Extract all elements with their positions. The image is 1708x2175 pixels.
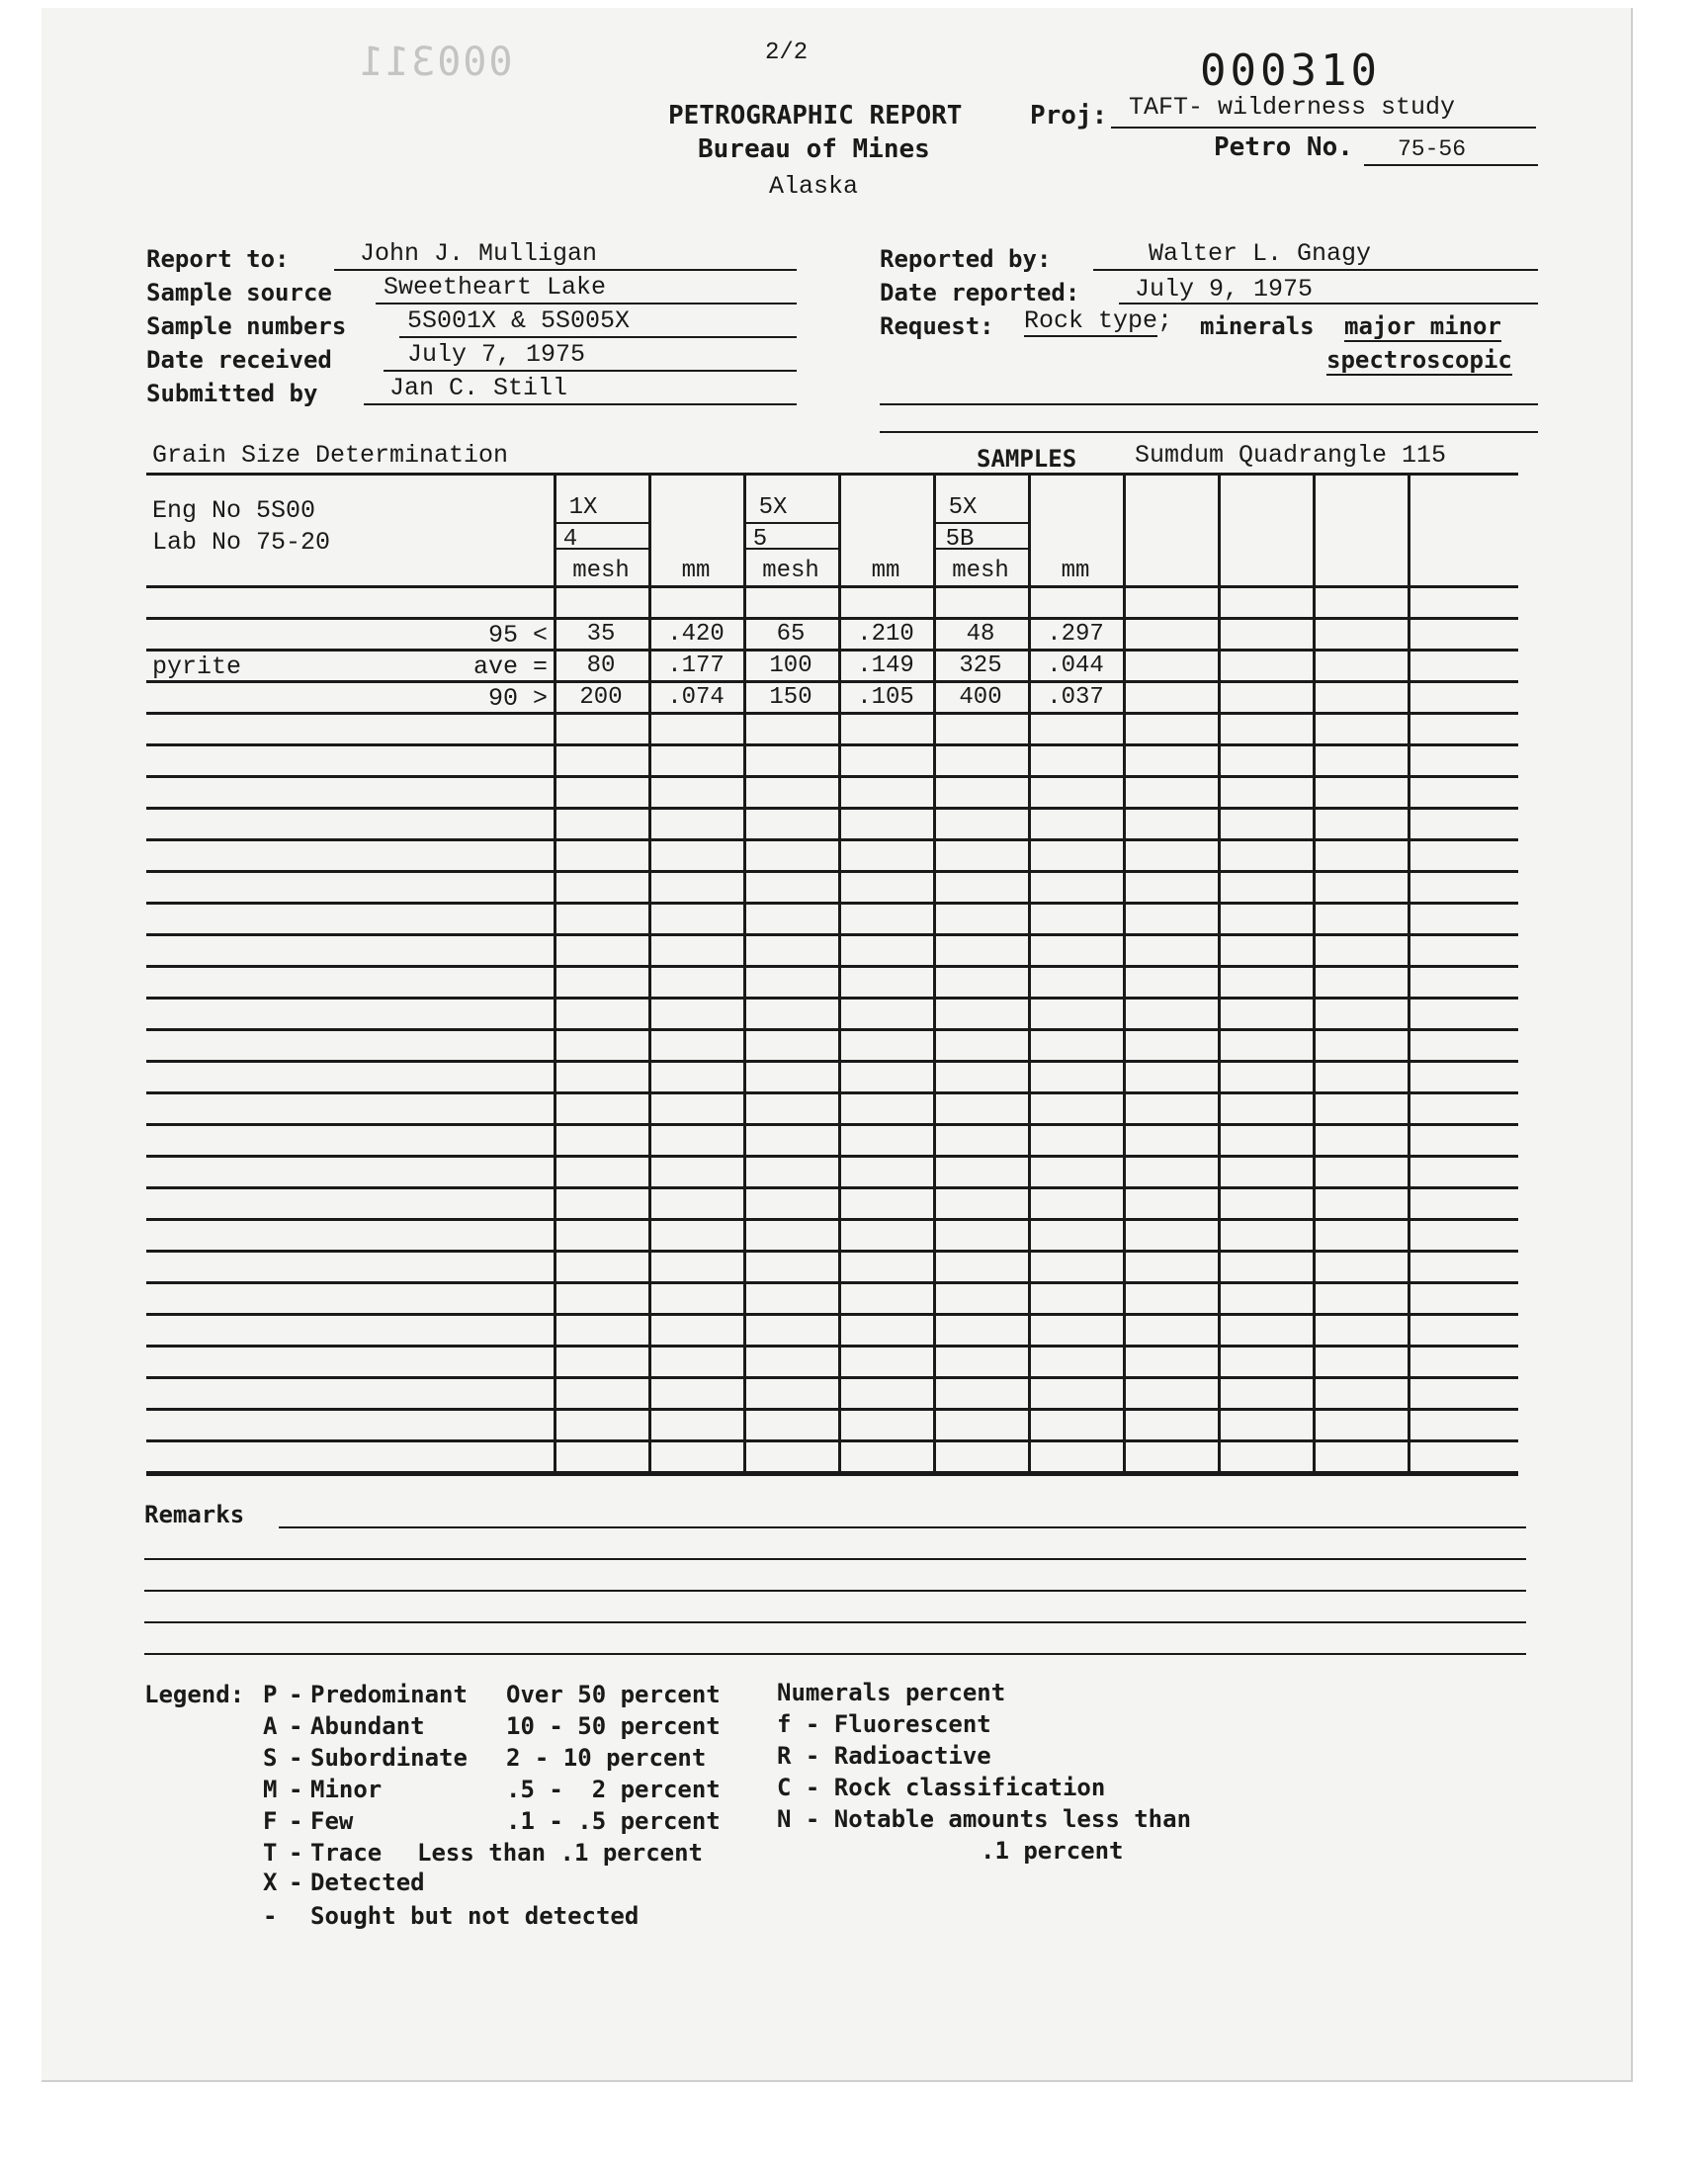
remarks-line-5: [144, 1653, 1526, 1655]
legend-code-x: X: [263, 1869, 278, 1896]
samples-label: SAMPLES: [977, 445, 1077, 473]
table-subline-1: [554, 522, 648, 524]
date-received-label: Date received: [146, 346, 332, 374]
date-reported-underline: [1119, 303, 1538, 304]
legend-text-a: Abundant: [310, 1712, 425, 1740]
cell-r1-c5: 48: [966, 621, 995, 648]
cell-r1-c6: .297: [1047, 621, 1104, 648]
sample-numbers-underline: [399, 336, 797, 338]
reported-by-underline: [1093, 269, 1538, 271]
sample-3-id: 5X: [948, 494, 978, 521]
table-row-line-16: [146, 1060, 1518, 1063]
table-row-line-21: [146, 1218, 1518, 1221]
legend-code-p: P: [263, 1681, 278, 1708]
legend-code-a: A: [263, 1712, 278, 1740]
table-row-line-24: [146, 1313, 1518, 1316]
cell-r2-c2: .177: [667, 652, 725, 679]
cell-r1-c2: .420: [667, 621, 725, 648]
remarks-line-2: [144, 1558, 1526, 1560]
legend-text-p: Predominant: [310, 1681, 468, 1708]
unit-mm-2: mm: [871, 558, 900, 584]
petro-underline: [1364, 164, 1538, 166]
unit-mm-1: mm: [681, 558, 711, 584]
table-subline-c1: [933, 522, 1028, 524]
report-to-value: John J. Mulligan: [360, 239, 598, 268]
cell-r2-c4: .149: [857, 652, 914, 679]
reported-by-label: Reported by:: [880, 245, 1052, 273]
cell-r1-c1: 35: [586, 621, 616, 648]
request-major-minor: major minor: [1344, 312, 1501, 340]
legend-text-t: Trace: [310, 1839, 383, 1867]
request-rock-type: [1024, 306, 1172, 335]
quadrangle: Sumdum Quadrangle 115: [1135, 441, 1447, 470]
table-row-line-4: [146, 680, 1518, 683]
legend-title: Legend:: [144, 1681, 245, 1708]
legend-range-p: Over 50 percent: [506, 1681, 721, 1708]
table-row-line-6: [146, 743, 1518, 746]
table-row-line-11: [146, 902, 1518, 905]
date-reported-value: July 9, 1975: [1135, 275, 1314, 304]
request-minerals: minerals: [1200, 312, 1315, 340]
petro-value: 75-56: [1398, 136, 1467, 162]
table-row-line-12: [146, 933, 1518, 936]
remarks-line-3: [144, 1590, 1526, 1592]
proj-label: Proj:: [1030, 101, 1108, 130]
report-to-label: Report to:: [146, 245, 290, 273]
table-row-line-18: [146, 1123, 1518, 1126]
legend-code-f: F: [263, 1807, 278, 1835]
table-row-line-8: [146, 807, 1518, 810]
sample-source-label: Sample source: [146, 279, 332, 306]
table-row-line-29: [146, 1471, 1518, 1474]
table-row-line-19: [146, 1155, 1518, 1158]
submitted-by-label: Submitted by: [146, 380, 318, 407]
cell-r3-c5: 400: [959, 684, 1002, 711]
table-row-line-22: [146, 1250, 1518, 1253]
table-row-line-7: [146, 775, 1518, 778]
legend-right-radioactive: R - Radioactive: [777, 1742, 991, 1770]
sample-1-lab: 4: [562, 526, 578, 553]
table-row-line-14: [146, 997, 1518, 1000]
report-title: PETROGRAPHIC REPORT: [668, 101, 963, 130]
table-row-line-17: [146, 1091, 1518, 1094]
report-page: [42, 8, 1633, 2082]
legend-sep-5: -: [289, 1807, 303, 1835]
faded-stamp: 000311: [358, 40, 513, 85]
cell-r3-c6: .037: [1047, 684, 1104, 711]
table-row-line-1: [146, 585, 1518, 588]
reported-by-value: Walter L. Gnagy: [1149, 239, 1372, 268]
legend-text-f: Few: [310, 1807, 354, 1835]
remarks-line-4: [144, 1621, 1526, 1623]
legend-right-percent: .1 percent: [981, 1837, 1124, 1865]
legend-sep-1: -: [289, 1681, 303, 1708]
table-row-line-27: [146, 1408, 1518, 1411]
unit-mesh-3: mesh: [952, 558, 1009, 584]
request-spectroscopic: spectroscopic: [1326, 346, 1512, 374]
legend-sep-7: -: [289, 1869, 303, 1896]
unit-mesh-1: mesh: [572, 558, 630, 584]
legend-text-s: Subordinate: [310, 1744, 468, 1772]
sample-1-id: 1X: [568, 494, 598, 521]
table-row-line-2: [146, 617, 1518, 620]
page-marker: 2/2: [765, 40, 809, 66]
sample-numbers-value: 5S001X & 5S005X: [407, 306, 631, 335]
cell-r3-c2: .074: [667, 684, 725, 711]
legend-code-t: T: [263, 1839, 278, 1867]
row-label-90: 90 >: [487, 684, 548, 713]
table-row-line-9: [146, 838, 1518, 841]
row-label-ave: ave =: [472, 652, 548, 681]
legend-text-x: Detected: [310, 1869, 425, 1896]
mineral-name: pyrite: [152, 652, 242, 681]
region-name: Alaska: [769, 172, 859, 201]
legend-range-t: Less than .1 percent: [417, 1839, 703, 1867]
legend-code-m: M: [263, 1776, 278, 1803]
table-row-line-20: [146, 1186, 1518, 1189]
legend-range-a: 10 - 50 percent: [506, 1712, 721, 1740]
legend-right-fluorescent: f - Fluorescent: [777, 1710, 991, 1738]
table-row-line-10: [146, 870, 1518, 873]
table-row-line-3: [146, 649, 1518, 652]
sample-source-value: Sweetheart Lake: [384, 273, 607, 302]
cell-r3-c1: 200: [579, 684, 623, 711]
agency-name: Bureau of Mines: [698, 134, 930, 164]
legend-text-dash: Sought but not detected: [310, 1902, 640, 1930]
table-row-line-5: [146, 712, 1518, 715]
lab-no: Lab No 75-20: [152, 528, 331, 557]
unit-mesh-2: mesh: [762, 558, 819, 584]
table-row-line-28: [146, 1439, 1518, 1442]
legend-range-s: 2 - 10 percent: [506, 1744, 707, 1772]
legend-range-m: .5 - 2 percent: [506, 1776, 721, 1803]
legend-sep-3: -: [289, 1744, 303, 1772]
legend-right-rock-class: C - Rock classification: [777, 1774, 1106, 1801]
sample-2-lab: 5: [752, 526, 768, 553]
submitted-by-value: Jan C. Still: [389, 374, 568, 402]
legend-sep-4: -: [289, 1776, 303, 1803]
cell-r2-c1: 80: [586, 652, 616, 679]
request-extra-line-2: [880, 431, 1538, 433]
cell-r2-c3: 100: [769, 652, 812, 679]
remarks-line-1: [279, 1526, 1526, 1528]
grain-size-title: Grain Size Determination: [152, 441, 509, 470]
table-row-line-13: [146, 965, 1518, 968]
sample-source-underline: [376, 303, 797, 304]
document-number: 000310: [1200, 45, 1381, 96]
proj-value: TAFT- wilderness study: [1129, 93, 1456, 122]
cell-r3-c3: 150: [769, 684, 812, 711]
legend-right-numerals: Numerals percent: [777, 1679, 1006, 1706]
request-separator: ;: [1157, 306, 1173, 335]
request-extra-line-1: [880, 403, 1538, 405]
table-row-line-15: [146, 1028, 1518, 1031]
date-received-underline: [384, 370, 797, 372]
unit-mm-3: mm: [1061, 558, 1090, 584]
table-row-line-25: [146, 1345, 1518, 1348]
proj-underline: [1111, 127, 1536, 129]
legend-code-dash: -: [263, 1902, 278, 1930]
request-label: Request:: [880, 312, 994, 340]
table-subline-b1: [743, 522, 838, 524]
sample-2-id: 5X: [758, 494, 788, 521]
legend-sep-6: -: [289, 1839, 303, 1867]
petro-label: Petro No.: [1214, 132, 1353, 162]
date-received-value: July 7, 1975: [407, 340, 586, 369]
submitted-by-underline: [364, 403, 797, 405]
row-label-95: 95 <: [487, 621, 548, 650]
legend-range-f: .1 - .5 percent: [506, 1807, 721, 1835]
cell-r1-c4: .210: [857, 621, 914, 648]
remarks-label: Remarks: [144, 1501, 245, 1528]
legend-code-s: S: [263, 1744, 278, 1772]
sample-numbers-label: Sample numbers: [146, 312, 347, 340]
legend-sep-2: -: [289, 1712, 303, 1740]
cell-r2-c5: 325: [959, 652, 1002, 679]
legend-text-m: Minor: [310, 1776, 383, 1803]
cell-r1-c3: 65: [776, 621, 806, 648]
eng-no: Eng No 5S00: [152, 496, 316, 525]
report-to-underline: [334, 269, 797, 271]
date-reported-label: Date reported:: [880, 279, 1080, 306]
table-row-line-26: [146, 1376, 1518, 1379]
request-rock-type-text: Rock type: [1024, 306, 1158, 335]
cell-r2-c6: .044: [1047, 652, 1104, 679]
sample-3-lab: 5B: [945, 526, 975, 553]
legend-right-notable: N - Notable amounts less than: [777, 1805, 1192, 1833]
cell-r3-c4: .105: [857, 684, 914, 711]
table-row-line-23: [146, 1281, 1518, 1284]
